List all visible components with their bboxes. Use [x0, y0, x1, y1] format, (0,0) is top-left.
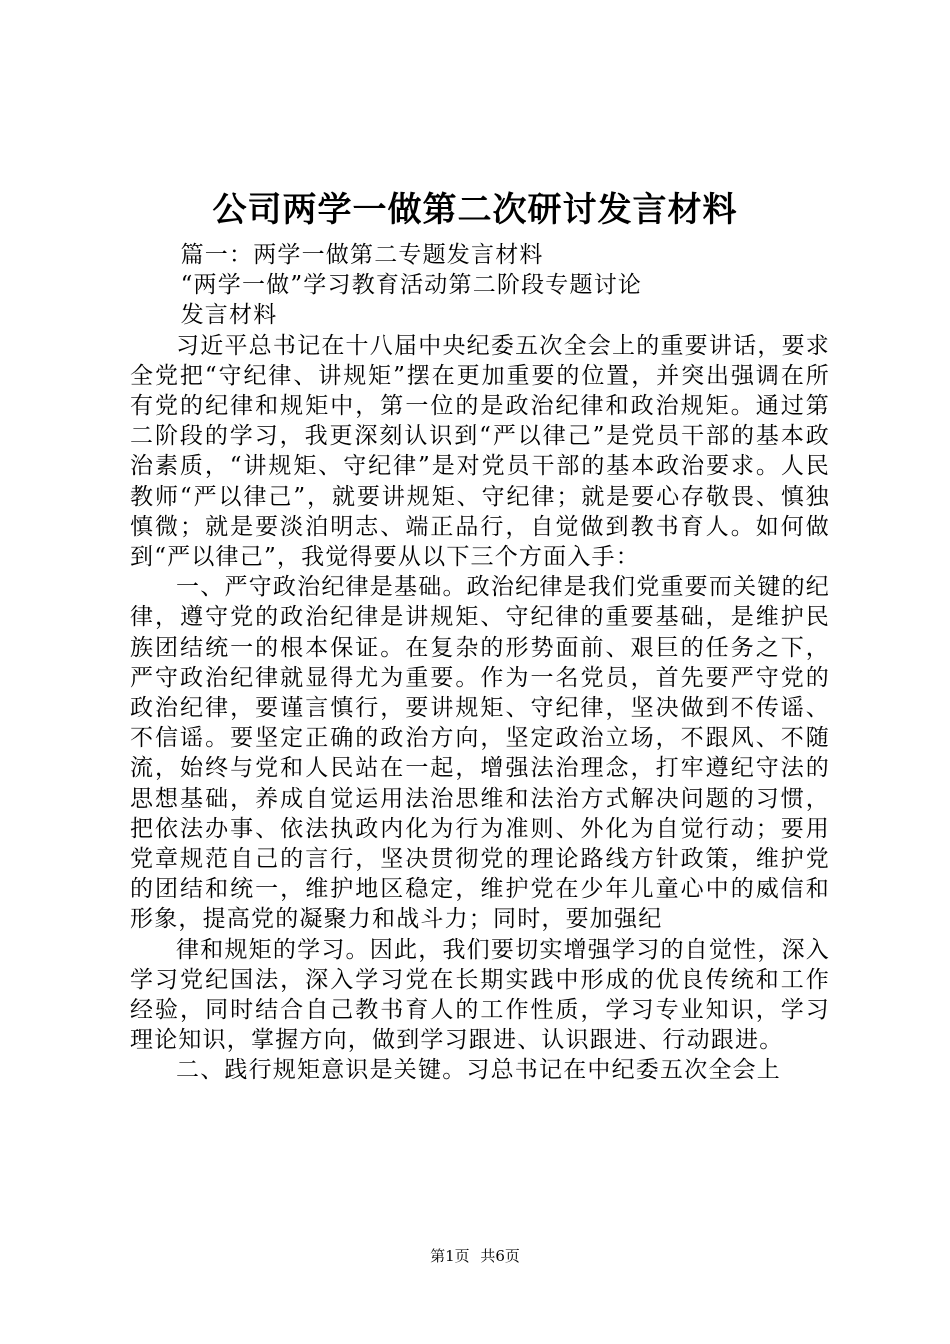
document-title: 公司两学一做第二次研讨发言材料	[212, 190, 738, 230]
document-body	[130, 240, 830, 1086]
page-number: 第1页	[430, 1247, 470, 1265]
paragraph-subtitle-2: “两学一做”学习教育活动第二阶段专题讨论	[180, 272, 643, 299]
page-footer	[0, 1246, 950, 1266]
paragraph-intro: 习近平总书记在十八届中央纪委五次全会上的重要讲话，要求全党把“守纪律、讲规矩”摆在更加重要的位置，并突出强调在所有党的纪律和规矩中，第一位的是政治纪律和政治规矩。通过第二阶段的学习，我更深刻认识到“严以律己”是党员干部的基本政治素质，“讲规矩、守纪律”是对党员干部的基本政治要求。人民教师“严以律己”，就要讲规矩、守纪律；就是要心存敬畏、慎独慎微；就是要淡泊明志、端正品行，自觉做到教书育人。如何做到“严以律己”，我觉得要从以下三个方面入手：	[130, 332, 830, 571]
paragraph-subtitle-3: 发言材料	[180, 302, 278, 329]
paragraph-point-two: 二、践行规矩意识是关键。习总书记在中纪委五次全会上	[176, 1057, 781, 1084]
page-total: 共6页	[480, 1247, 520, 1265]
paragraph-point-one: 一、严守政治纪律是基础。政治纪律是我们党重要而关键的纪律，遵守党的政治纪律是讲规矩、守纪律的重要基础，是维护民族团结统一的根本保证。在复杂的形势面前、艰巨的任务之下，严守政治纪律就显得尤为重要。作为一名党员，首先要严守党的政治纪律，要谨言慎行，要讲规矩、守纪律，坚决做到不传谣、不信谣。要坚定正确的政治方向，坚定政治立场，不跟风、不随流，始终与党和人民站在一起，增强法治理念，打牢遵纪守法的思想基础，养成自觉运用法治思维和法治方式解决问题的习惯，把依法办事、依法执政内化为行为准则、外化为自觉行动；要用党章规范自己的言行，坚决贯彻党的理论路线方针政策，维护党的团结和统一，维护地区稳定，维护党在少年儿童心中的威信和形象，提高党的凝聚力和战斗力；同时，要加强纪	[130, 574, 830, 933]
paragraph-point-one-cont: 律和规矩的学习。因此，我们要切实增强学习的自觉性，深入学习党纪国法，深入学习党在长期实践中形成的优良传统和工作经验，同时结合自己教书育人的工作性质，学习专业知识，学习理论知识，掌握方向，做到学习跟进、认识跟进、行动跟进。	[130, 936, 830, 1054]
paragraph-subtitle-1: 篇一：两学一做第二专题发言材料	[180, 242, 544, 268]
